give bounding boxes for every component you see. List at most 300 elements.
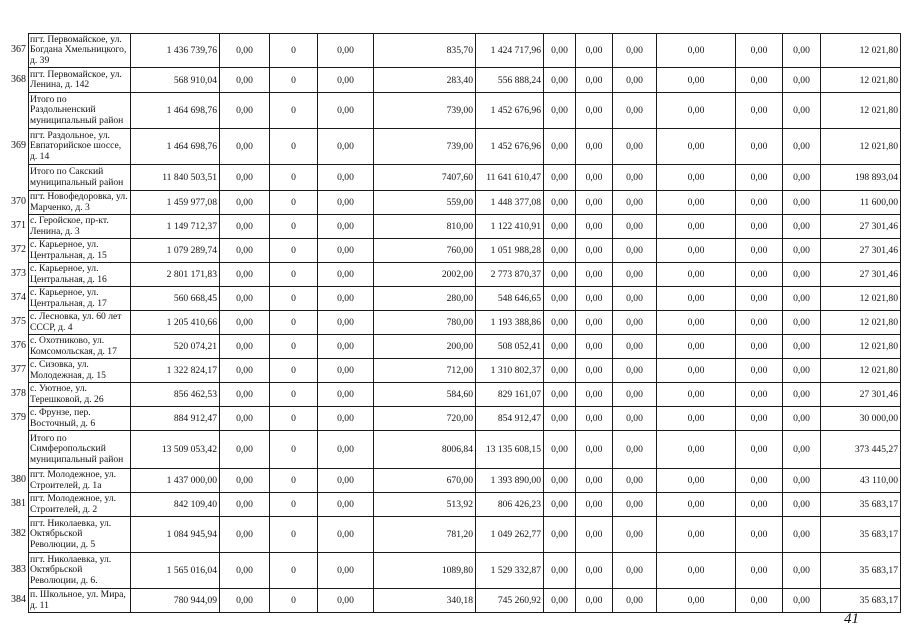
value-cell: 0,00 bbox=[613, 359, 657, 383]
value-cell: 0,00 bbox=[318, 335, 374, 359]
value-cell: 0 bbox=[270, 553, 318, 589]
value-cell: 0,00 bbox=[783, 93, 821, 129]
value-cell: 0,00 bbox=[613, 263, 657, 287]
value-cell: 0,00 bbox=[220, 165, 270, 191]
table-row bbox=[29, 469, 901, 493]
address-cell: с. Фрунзе, пер. Восточный, д. 6 bbox=[29, 407, 131, 431]
value-cell: 0 bbox=[270, 34, 318, 68]
row-number: 376 bbox=[11, 340, 26, 351]
value-cell: 0,00 bbox=[657, 335, 736, 359]
value-cell: 0,00 bbox=[613, 493, 657, 517]
value-cell: 0,00 bbox=[613, 239, 657, 263]
value-cell: 854 912,47 bbox=[476, 407, 544, 431]
value-cell: 0,00 bbox=[783, 469, 821, 493]
value-cell: 0,00 bbox=[318, 383, 374, 407]
value-cell: 0,00 bbox=[736, 93, 783, 129]
value-cell: 0,00 bbox=[220, 335, 270, 359]
value-cell: 12 021,80 bbox=[821, 129, 901, 165]
value-cell: 1 149 712,37 bbox=[131, 215, 220, 239]
value-cell: 11 840 503,51 bbox=[131, 165, 220, 191]
value-cell: 13 509 053,42 bbox=[131, 431, 220, 469]
value-cell: 0,00 bbox=[736, 383, 783, 407]
value-cell: 0,00 bbox=[657, 287, 736, 311]
value-cell: 43 110,00 bbox=[821, 469, 901, 493]
value-cell: 0,00 bbox=[657, 431, 736, 469]
value-cell: 720,00 bbox=[374, 407, 476, 431]
address-cell: с. Сизовка, ул. Молодежная, д. 15 bbox=[29, 359, 131, 383]
value-cell: 0,00 bbox=[220, 431, 270, 469]
value-cell: 670,00 bbox=[374, 469, 476, 493]
value-cell: 1 079 289,74 bbox=[131, 239, 220, 263]
value-cell: 11 641 610,47 bbox=[476, 165, 544, 191]
value-cell: 0,00 bbox=[576, 553, 613, 589]
page-number-mark: 41 bbox=[844, 611, 859, 627]
value-cell: 0,00 bbox=[783, 589, 821, 613]
value-cell: 7407,60 bbox=[374, 165, 476, 191]
value-cell: 0,00 bbox=[220, 493, 270, 517]
value-cell: 0,00 bbox=[576, 215, 613, 239]
value-cell: 0,00 bbox=[318, 469, 374, 493]
value-cell: 0,00 bbox=[657, 239, 736, 263]
value-cell: 0,00 bbox=[576, 517, 613, 553]
value-cell: 0,00 bbox=[220, 359, 270, 383]
table-row bbox=[29, 493, 901, 517]
value-cell: 0,00 bbox=[657, 469, 736, 493]
value-cell: 0,00 bbox=[736, 191, 783, 215]
value-cell: 0,00 bbox=[657, 493, 736, 517]
value-cell: 0,00 bbox=[736, 553, 783, 589]
value-cell: 0,00 bbox=[657, 311, 736, 335]
value-cell: 0,00 bbox=[613, 589, 657, 613]
table-row bbox=[29, 165, 901, 191]
value-cell: 12 021,80 bbox=[821, 287, 901, 311]
address-cell: пгт. Раздольное, ул. Евпаторийское шоссе, д. 14 bbox=[29, 129, 131, 165]
value-cell: 0,00 bbox=[783, 553, 821, 589]
address-cell: пгт. Первомайское, ул. Богдана Хмельницкого, д. 39 bbox=[29, 34, 131, 68]
value-cell: 0,00 bbox=[318, 589, 374, 613]
value-cell: 0,00 bbox=[318, 311, 374, 335]
value-cell: 2002,00 bbox=[374, 263, 476, 287]
table-row bbox=[29, 215, 901, 239]
value-cell: 1 084 945,94 bbox=[131, 517, 220, 553]
value-cell: 0 bbox=[270, 215, 318, 239]
value-cell: 0,00 bbox=[613, 553, 657, 589]
value-cell: 0,00 bbox=[783, 34, 821, 68]
value-cell: 0,00 bbox=[220, 68, 270, 93]
value-cell: 13 135 608,15 bbox=[476, 431, 544, 469]
value-cell: 0,00 bbox=[783, 287, 821, 311]
value-cell: 0,00 bbox=[318, 359, 374, 383]
value-cell: 0,00 bbox=[783, 431, 821, 469]
value-cell: 0,00 bbox=[220, 215, 270, 239]
address-cell: с. Уютное, ул. Терешковой, д. 26 bbox=[29, 383, 131, 407]
value-cell: 0,00 bbox=[220, 589, 270, 613]
value-cell: 0,00 bbox=[318, 215, 374, 239]
value-cell: 0,00 bbox=[318, 493, 374, 517]
value-cell: 829 161,07 bbox=[476, 383, 544, 407]
value-cell: 0,00 bbox=[783, 263, 821, 287]
value-cell: 1 424 717,96 bbox=[476, 34, 544, 68]
row-number: 378 bbox=[11, 388, 26, 399]
address-cell: Итого по Сакский муниципальный район bbox=[29, 165, 131, 191]
table-body bbox=[29, 34, 901, 613]
value-cell: 1 452 676,96 bbox=[476, 93, 544, 129]
value-cell: 0,00 bbox=[544, 311, 576, 335]
value-cell: 0,00 bbox=[736, 287, 783, 311]
address-cell: п. Школьное, ул. Мира, д. 11 bbox=[29, 589, 131, 613]
value-cell: 559,00 bbox=[374, 191, 476, 215]
address-cell: пгт. Николаевка, ул. Октябрьской Революции, д. 5 bbox=[29, 517, 131, 553]
value-cell: 520 074,21 bbox=[131, 335, 220, 359]
value-cell: 0,00 bbox=[576, 431, 613, 469]
value-cell: 0,00 bbox=[544, 517, 576, 553]
value-cell: 0,00 bbox=[657, 34, 736, 68]
value-cell: 1 049 262,77 bbox=[476, 517, 544, 553]
value-cell: 0,00 bbox=[657, 553, 736, 589]
value-cell: 560 668,45 bbox=[131, 287, 220, 311]
value-cell: 0,00 bbox=[544, 407, 576, 431]
value-cell: 1 459 977,08 bbox=[131, 191, 220, 215]
table-row bbox=[29, 335, 901, 359]
table-row bbox=[29, 263, 901, 287]
table-row bbox=[29, 68, 901, 93]
value-cell: 0,00 bbox=[576, 383, 613, 407]
value-cell: 712,00 bbox=[374, 359, 476, 383]
row-number: 379 bbox=[11, 412, 26, 423]
address-cell: с. Карьерное, ул. Центральная, д. 16 bbox=[29, 263, 131, 287]
value-cell: 12 021,80 bbox=[821, 93, 901, 129]
table-row bbox=[29, 359, 901, 383]
value-cell: 0,00 bbox=[318, 517, 374, 553]
value-cell: 0 bbox=[270, 93, 318, 129]
address-cell: пгт. Молодежное, ул. Строителей, д. 1а bbox=[29, 469, 131, 493]
value-cell: 548 646,65 bbox=[476, 287, 544, 311]
value-cell: 780,00 bbox=[374, 311, 476, 335]
value-cell: 0,00 bbox=[220, 191, 270, 215]
value-cell: 0 bbox=[270, 129, 318, 165]
value-cell: 1 448 377,08 bbox=[476, 191, 544, 215]
value-cell: 0,00 bbox=[576, 359, 613, 383]
value-cell: 0,00 bbox=[736, 589, 783, 613]
row-number: 373 bbox=[11, 268, 26, 279]
value-cell: 1 322 824,17 bbox=[131, 359, 220, 383]
value-cell: 0 bbox=[270, 191, 318, 215]
value-cell: 373 445,27 bbox=[821, 431, 901, 469]
value-cell: 12 021,80 bbox=[821, 311, 901, 335]
value-cell: 0 bbox=[270, 493, 318, 517]
value-cell: 283,40 bbox=[374, 68, 476, 93]
address-cell: Итого по Раздольненский муниципальный район bbox=[29, 93, 131, 129]
value-cell: 556 888,24 bbox=[476, 68, 544, 93]
value-cell: 568 910,04 bbox=[131, 68, 220, 93]
value-cell: 0,00 bbox=[613, 93, 657, 129]
value-cell: 0,00 bbox=[736, 311, 783, 335]
value-cell: 2 773 870,37 bbox=[476, 263, 544, 287]
value-cell: 0,00 bbox=[657, 407, 736, 431]
value-cell: 0,00 bbox=[220, 553, 270, 589]
value-cell: 0,00 bbox=[544, 239, 576, 263]
value-cell: 0,00 bbox=[657, 589, 736, 613]
row-number: 383 bbox=[11, 564, 26, 575]
value-cell: 1 464 698,76 bbox=[131, 93, 220, 129]
table-row bbox=[29, 407, 901, 431]
row-number: 384 bbox=[11, 594, 26, 605]
value-cell: 0,00 bbox=[576, 263, 613, 287]
value-cell: 0,00 bbox=[220, 383, 270, 407]
value-cell: 0,00 bbox=[576, 34, 613, 68]
value-cell: 1 464 698,76 bbox=[131, 129, 220, 165]
value-cell: 760,00 bbox=[374, 239, 476, 263]
value-cell: 0,00 bbox=[220, 311, 270, 335]
value-cell: 0,00 bbox=[220, 263, 270, 287]
value-cell: 35 683,17 bbox=[821, 517, 901, 553]
value-cell: 12 021,80 bbox=[821, 335, 901, 359]
value-cell: 0,00 bbox=[576, 165, 613, 191]
value-cell: 584,60 bbox=[374, 383, 476, 407]
row-number: 369 bbox=[11, 140, 26, 151]
value-cell: 198 893,04 bbox=[821, 165, 901, 191]
row-number: 368 bbox=[11, 73, 26, 85]
value-cell: 0,00 bbox=[544, 191, 576, 215]
value-cell: 781,20 bbox=[374, 517, 476, 553]
value-cell: 0,00 bbox=[613, 129, 657, 165]
row-number: 381 bbox=[11, 498, 26, 509]
row-number: 382 bbox=[11, 528, 26, 539]
value-cell: 0,00 bbox=[613, 469, 657, 493]
value-cell: 0,00 bbox=[576, 589, 613, 613]
value-cell: 1 205 410,66 bbox=[131, 311, 220, 335]
value-cell: 35 683,17 bbox=[821, 553, 901, 589]
value-cell: 0,00 bbox=[736, 407, 783, 431]
address-cell: с. Карьерное, ул. Центральная, д. 17 bbox=[29, 287, 131, 311]
value-cell: 0,00 bbox=[613, 165, 657, 191]
value-cell: 1 529 332,87 bbox=[476, 553, 544, 589]
value-cell: 0,00 bbox=[220, 93, 270, 129]
address-cell: Итого по Симферопольский муниципальный район bbox=[29, 431, 131, 469]
value-cell: 0 bbox=[270, 383, 318, 407]
value-cell: 0,00 bbox=[576, 239, 613, 263]
table-row bbox=[29, 93, 901, 129]
value-cell: 0,00 bbox=[736, 431, 783, 469]
value-cell: 0,00 bbox=[318, 407, 374, 431]
value-cell: 0,00 bbox=[318, 431, 374, 469]
value-cell: 0,00 bbox=[736, 359, 783, 383]
value-cell: 0,00 bbox=[318, 93, 374, 129]
value-cell: 0,00 bbox=[544, 493, 576, 517]
value-cell: 30 000,00 bbox=[821, 407, 901, 431]
value-cell: 0,00 bbox=[657, 263, 736, 287]
value-cell: 0,00 bbox=[657, 383, 736, 407]
value-cell: 0,00 bbox=[544, 431, 576, 469]
value-cell: 0,00 bbox=[613, 407, 657, 431]
value-cell: 0,00 bbox=[220, 517, 270, 553]
value-cell: 0 bbox=[270, 431, 318, 469]
value-cell: 0,00 bbox=[220, 469, 270, 493]
value-cell: 0,00 bbox=[783, 215, 821, 239]
value-cell: 0 bbox=[270, 469, 318, 493]
value-cell: 835,70 bbox=[374, 34, 476, 68]
value-cell: 0,00 bbox=[736, 493, 783, 517]
table-row bbox=[29, 553, 901, 589]
value-cell: 1 565 016,04 bbox=[131, 553, 220, 589]
value-cell: 0,00 bbox=[657, 191, 736, 215]
value-cell: 0,00 bbox=[783, 359, 821, 383]
value-cell: 0 bbox=[270, 517, 318, 553]
table-row bbox=[29, 383, 901, 407]
value-cell: 1 436 739,76 bbox=[131, 34, 220, 68]
value-cell: 280,00 bbox=[374, 287, 476, 311]
value-cell: 0,00 bbox=[783, 239, 821, 263]
value-cell: 0 bbox=[270, 263, 318, 287]
value-cell: 0,00 bbox=[318, 165, 374, 191]
value-cell: 0,00 bbox=[576, 311, 613, 335]
value-cell: 0 bbox=[270, 239, 318, 263]
value-cell: 0 bbox=[270, 287, 318, 311]
value-cell: 35 683,17 bbox=[821, 493, 901, 517]
value-cell: 0,00 bbox=[220, 287, 270, 311]
value-cell: 0,00 bbox=[736, 469, 783, 493]
value-cell: 0,00 bbox=[576, 407, 613, 431]
table-row bbox=[29, 431, 901, 469]
value-cell: 0,00 bbox=[613, 34, 657, 68]
table-row bbox=[29, 129, 901, 165]
row-number: 370 bbox=[11, 196, 26, 207]
address-cell: с. Лесновка, ул. 60 лет СССР, д. 4 bbox=[29, 311, 131, 335]
value-cell: 0,00 bbox=[544, 469, 576, 493]
value-cell: 0,00 bbox=[318, 34, 374, 68]
value-cell: 0,00 bbox=[657, 68, 736, 93]
value-cell: 0,00 bbox=[318, 191, 374, 215]
value-cell: 0,00 bbox=[544, 589, 576, 613]
address-cell: пгт. Первомайское, ул. Ленина, д. 142 bbox=[29, 68, 131, 93]
address-cell: с. Карьерное, ул. Центральная, д. 15 bbox=[29, 239, 131, 263]
value-cell: 0,00 bbox=[613, 383, 657, 407]
value-cell: 2 801 171,83 bbox=[131, 263, 220, 287]
value-cell: 0,00 bbox=[657, 215, 736, 239]
value-cell: 0 bbox=[270, 407, 318, 431]
value-cell: 508 052,41 bbox=[476, 335, 544, 359]
value-cell: 842 109,40 bbox=[131, 493, 220, 517]
value-cell: 1 452 676,96 bbox=[476, 129, 544, 165]
value-cell: 0,00 bbox=[544, 34, 576, 68]
row-number: 367 bbox=[11, 44, 26, 55]
value-cell: 739,00 bbox=[374, 93, 476, 129]
value-cell: 0,00 bbox=[544, 359, 576, 383]
table-row bbox=[29, 311, 901, 335]
value-cell: 0,00 bbox=[613, 335, 657, 359]
value-cell: 1 437 000,00 bbox=[131, 469, 220, 493]
value-cell: 0 bbox=[270, 311, 318, 335]
value-cell: 0,00 bbox=[318, 68, 374, 93]
value-cell: 0,00 bbox=[613, 431, 657, 469]
value-cell: 0,00 bbox=[613, 215, 657, 239]
value-cell: 27 301,46 bbox=[821, 239, 901, 263]
value-cell: 0 bbox=[270, 165, 318, 191]
value-cell: 12 021,80 bbox=[821, 359, 901, 383]
value-cell: 0 bbox=[270, 335, 318, 359]
value-cell: 0,00 bbox=[783, 383, 821, 407]
value-cell: 0,00 bbox=[783, 129, 821, 165]
value-cell: 0,00 bbox=[783, 68, 821, 93]
value-cell: 0,00 bbox=[318, 129, 374, 165]
registry-table bbox=[28, 33, 901, 613]
value-cell: 739,00 bbox=[374, 129, 476, 165]
value-cell: 0,00 bbox=[783, 335, 821, 359]
table-row bbox=[29, 517, 901, 553]
row-number: 374 bbox=[11, 292, 26, 303]
value-cell: 12 021,80 bbox=[821, 68, 901, 93]
value-cell: 0,00 bbox=[544, 215, 576, 239]
value-cell: 1 393 890,00 bbox=[476, 469, 544, 493]
table-row bbox=[29, 191, 901, 215]
table-row bbox=[29, 34, 901, 68]
value-cell: 0,00 bbox=[576, 191, 613, 215]
value-cell: 1 051 988,28 bbox=[476, 239, 544, 263]
value-cell: 0,00 bbox=[736, 165, 783, 191]
value-cell: 0,00 bbox=[544, 68, 576, 93]
address-cell: пгт. Молодежное, ул. Строителей, д. 2 bbox=[29, 493, 131, 517]
value-cell: 0,00 bbox=[736, 335, 783, 359]
value-cell: 0,00 bbox=[657, 517, 736, 553]
row-number: 372 bbox=[11, 244, 26, 255]
address-cell: с. Геройское, пр-кт. Ленина, д. 3 bbox=[29, 215, 131, 239]
value-cell: 200,00 bbox=[374, 335, 476, 359]
value-cell: 0,00 bbox=[544, 383, 576, 407]
value-cell: 0,00 bbox=[736, 129, 783, 165]
value-cell: 0,00 bbox=[657, 359, 736, 383]
value-cell: 0,00 bbox=[783, 311, 821, 335]
value-cell: 0,00 bbox=[736, 239, 783, 263]
value-cell: 27 301,46 bbox=[821, 215, 901, 239]
value-cell: 0,00 bbox=[544, 165, 576, 191]
value-cell: 27 301,46 bbox=[821, 263, 901, 287]
value-cell: 0,00 bbox=[220, 129, 270, 165]
value-cell: 0,00 bbox=[318, 287, 374, 311]
value-cell: 1 193 388,86 bbox=[476, 311, 544, 335]
value-cell: 0,00 bbox=[736, 517, 783, 553]
value-cell: 0,00 bbox=[613, 517, 657, 553]
value-cell: 12 021,80 bbox=[821, 34, 901, 68]
value-cell: 806 426,23 bbox=[476, 493, 544, 517]
value-cell: 0,00 bbox=[220, 239, 270, 263]
value-cell: 0 bbox=[270, 359, 318, 383]
value-cell: 884 912,47 bbox=[131, 407, 220, 431]
row-number: 377 bbox=[11, 364, 26, 375]
value-cell: 0,00 bbox=[613, 191, 657, 215]
value-cell: 1089,80 bbox=[374, 553, 476, 589]
value-cell: 0,00 bbox=[544, 93, 576, 129]
value-cell: 1 122 410,91 bbox=[476, 215, 544, 239]
row-number: 371 bbox=[11, 220, 26, 231]
value-cell: 0,00 bbox=[613, 68, 657, 93]
value-cell: 0,00 bbox=[576, 68, 613, 93]
value-cell: 0,00 bbox=[783, 165, 821, 191]
value-cell: 0,00 bbox=[318, 239, 374, 263]
value-cell: 0,00 bbox=[318, 263, 374, 287]
address-cell: пгт. Николаевка, ул. Октябрьской Революции, д. 6. bbox=[29, 553, 131, 589]
value-cell: 27 301,46 bbox=[821, 383, 901, 407]
value-cell: 0,00 bbox=[576, 93, 613, 129]
value-cell: 513,92 bbox=[374, 493, 476, 517]
value-cell: 0,00 bbox=[657, 165, 736, 191]
value-cell: 0,00 bbox=[657, 93, 736, 129]
value-cell: 340,18 bbox=[374, 589, 476, 613]
value-cell: 1 310 802,37 bbox=[476, 359, 544, 383]
value-cell: 856 462,53 bbox=[131, 383, 220, 407]
value-cell: 0,00 bbox=[736, 215, 783, 239]
value-cell: 0,00 bbox=[613, 287, 657, 311]
address-cell: с. Охотниково, ул. Комсомольская, д. 17 bbox=[29, 335, 131, 359]
